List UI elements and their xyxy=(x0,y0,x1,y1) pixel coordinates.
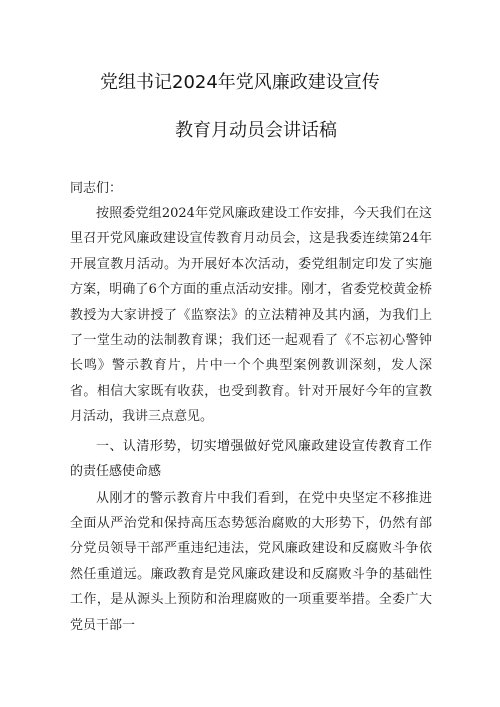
document-title-line-1: 党组书记2024年党风廉政建设宣传 xyxy=(100,72,380,93)
document-body xyxy=(70,176,432,638)
salutation: 同志们： xyxy=(70,181,123,196)
document-title-line-2: 教育月动员会讲话稿 xyxy=(175,120,337,141)
paragraph-section-1: 从刚才的警示教育片中我们看到，在党中央坚定不移推进全面从严治党和保持高压态势惩治腐败的大形势下，仍然有部分党员领导干部严重违纪违法，党风廉政建设和反腐败斗争依然任重道远。廉政教育是党风廉政建设和反腐败斗争的基础性工作，是从源头上预防和治理腐败的一项重要举措。全委广大党员干部一 xyxy=(70,490,432,633)
section-heading-1: 一、认清形势，切实增强做好党风廉政建设宣传教育工作的责任感使命感 xyxy=(70,438,432,479)
paragraph-intro: 按照委党组2024年党风廉政建设工作安排，今天我们在这里召开党风廉政建设宣传教育月动员会，这是我委连续第24年开展宣教月活动。为开展好本次活动，委党组制定印发了实施方案，明确了6个方面的重点活动安排。刚才，省委党校黄金桥教授为大家讲授了《监察法》的立法精神及其内涵，为我们上了一堂生动的法制教育课；我们还一起观看了《不忘初心警钟长鸣》警示教育片，片中一个个典型案例教训深刻，发人深省。相信大家既有收获，也受到教育。针对开展好今年的宣教月活动，我讲三点意见。 xyxy=(70,206,432,425)
